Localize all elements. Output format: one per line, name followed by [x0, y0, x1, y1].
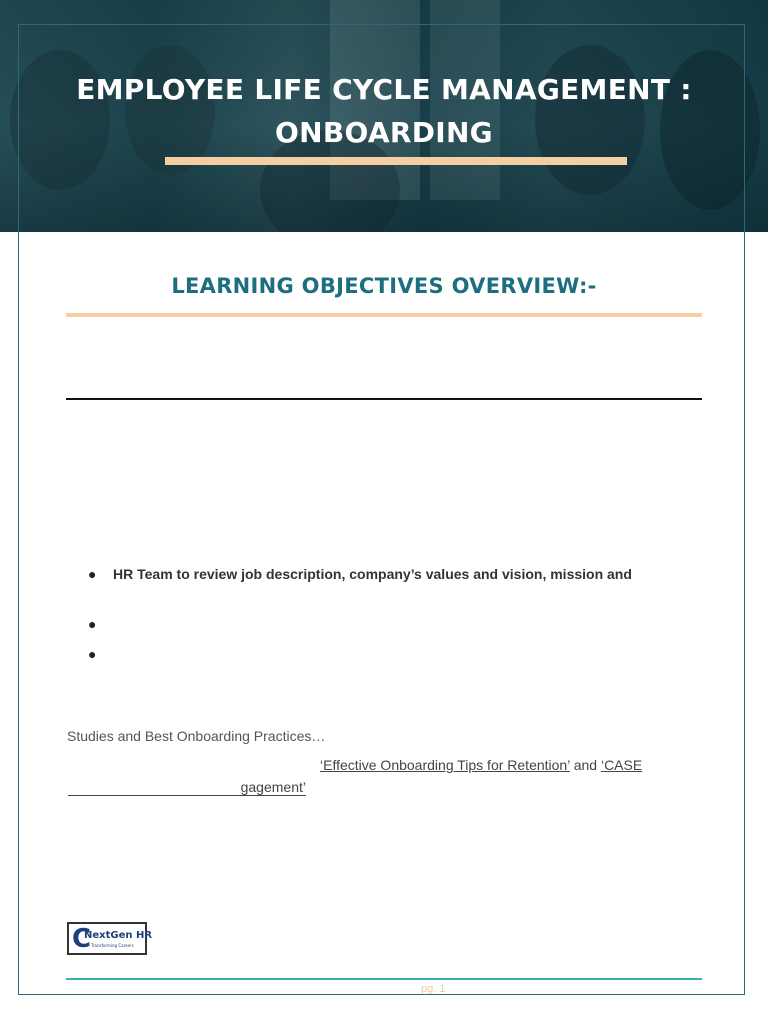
bullet-icon: ●	[88, 616, 97, 632]
title-underline	[165, 157, 627, 165]
case-study-link-continuation[interactable]: gagement’	[240, 779, 306, 795]
studies-intro-text: Studies and Best Onboarding Practices…	[67, 728, 326, 744]
logo-mark: C	[72, 924, 92, 954]
nextgen-hr-logo	[67, 922, 153, 955]
content-divider	[66, 398, 702, 400]
list-item-text: HR Team to review job description, company’s values and vision, mission and	[113, 566, 632, 582]
resource-links-continuation	[68, 779, 306, 796]
links-conjunction: and	[569, 757, 601, 773]
logo-tagline: Transforming Careers	[91, 943, 134, 948]
title-line-1: EMPLOYEE LIFE CYCLE MANAGEMENT :	[76, 73, 692, 106]
document-title	[0, 68, 768, 154]
header-banner-image	[0, 0, 768, 232]
footer-divider	[66, 978, 702, 980]
case-study-link[interactable]: ‘CASE	[600, 757, 643, 773]
bullet-icon: ●	[88, 646, 97, 662]
bullet-icon: ●	[88, 566, 97, 582]
logo-name: NextGen HR	[84, 930, 153, 941]
resource-links-line	[320, 757, 642, 773]
title-line-2: ONBOARDING	[275, 116, 493, 149]
page-number: pg. 1	[421, 983, 446, 995]
section-heading: LEARNING OBJECTIVES OVERVIEW:-	[171, 274, 597, 298]
heading-divider	[66, 313, 702, 317]
onboarding-tips-link[interactable]: ‘Effective Onboarding Tips for Retention’	[320, 757, 570, 773]
